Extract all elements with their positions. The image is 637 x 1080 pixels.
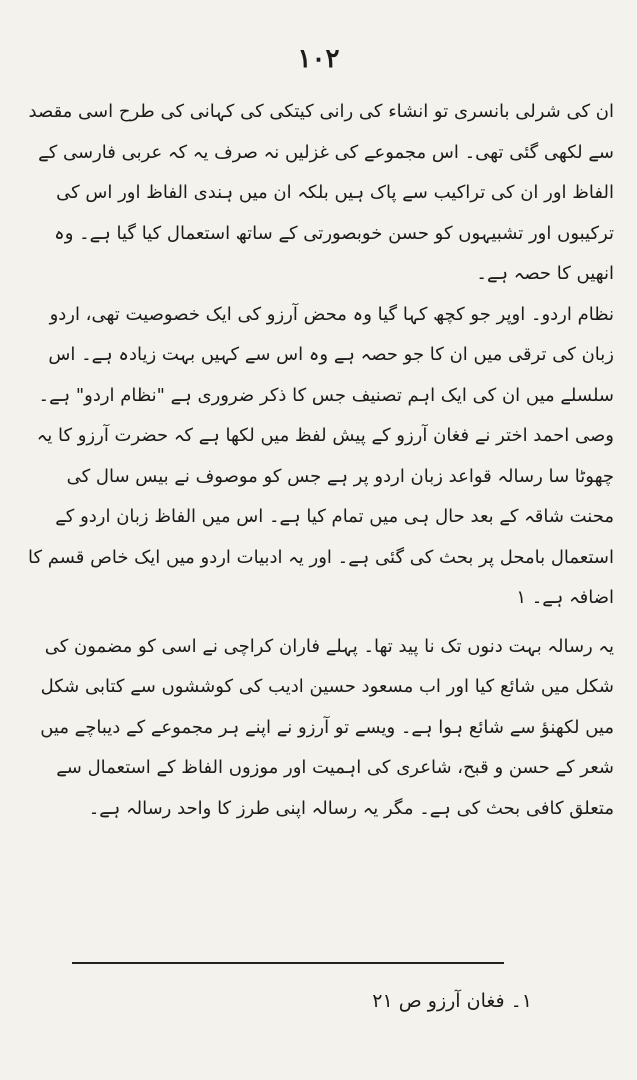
paragraph-2-nizam-urdu: نظام اردو۔ اوپر جو کچھ کہا گیا وہ محض آرزو کی ایک خصوصیت تھی، اردو زبان کی ترقی میں ان کا جو حصہ ہے وہ اس سے کہیں بہت زیادہ ہے۔ اس سلسلے میں ان کی ایک اہم تصنیف جس کا ذکر ضروری ہے "نظام اردو" ہے۔ وصی احمد اختر نے فغان آرزو کے پیش لفظ میں لکھا ہے کہ حضرت آرزو کا یہ چھوٹا سا رسالہ قواعد زبان اردو پر ہے جس کو موصوف نے بیس سال کی محنت شاقہ کے بعد حال ہی میں تمام کیا ہے۔ اس میں الفاظ زبان اردو کے استعمال بامحل پر بحث کی گئی ہے۔ اور یہ ادبیات اردو میں ایک خاص قسم کا اضافہ ہے۔ ١ bbox=[27, 303, 614, 608]
body-text bbox=[24, 92, 614, 829]
paragraph-3: یہ رسالہ بہت دنوں تک نا پید تھا۔ پہلے فاران کراچی نے اسی کو مضمون کی شکل میں شائع کیا اور اب مسعود حسین ادیب کی کوششوں سے کتابی شکل میں لکھنؤ سے شائع ہوا ہے۔ ویسے تو آرزو نے اپنے ہر مجموعے کے دیباچے میں شعر کے حسن و قبح، شاعری کی اہمیت اور موزوں الفاظ کے استعمال سے متعلق کافی بحث کی ہے۔ مگر یہ رسالہ اپنی طرز کا واحد رسالہ ہے۔ bbox=[40, 635, 614, 819]
footnote-divider bbox=[72, 962, 504, 964]
paragraph-1: ان کی شرلی بانسری تو انشاء کی رانی کیتکی کی کہانی کی طرح اسی مقصد سے لکھی گئی تھی۔ اس مجموعے کی غزلیں نہ صرف یہ کہ عربی فارسی کے الفاظ اور ان کی تراکیب سے پاک ہیں بلکہ ان میں ہندی الفاظ اور اس کی ترکیبوں اور تشبیہوں کو حسن خوبصورتی کے ساتھ استعمال کیا گیا ہے۔ وہ انھیں کا حصہ ہے۔ bbox=[28, 101, 614, 284]
footnote: ١۔ فغان آرزو ص ٢١ bbox=[372, 990, 532, 1012]
paragraph-gap bbox=[24, 619, 614, 627]
page-number: ۱۰۲ bbox=[297, 44, 340, 74]
